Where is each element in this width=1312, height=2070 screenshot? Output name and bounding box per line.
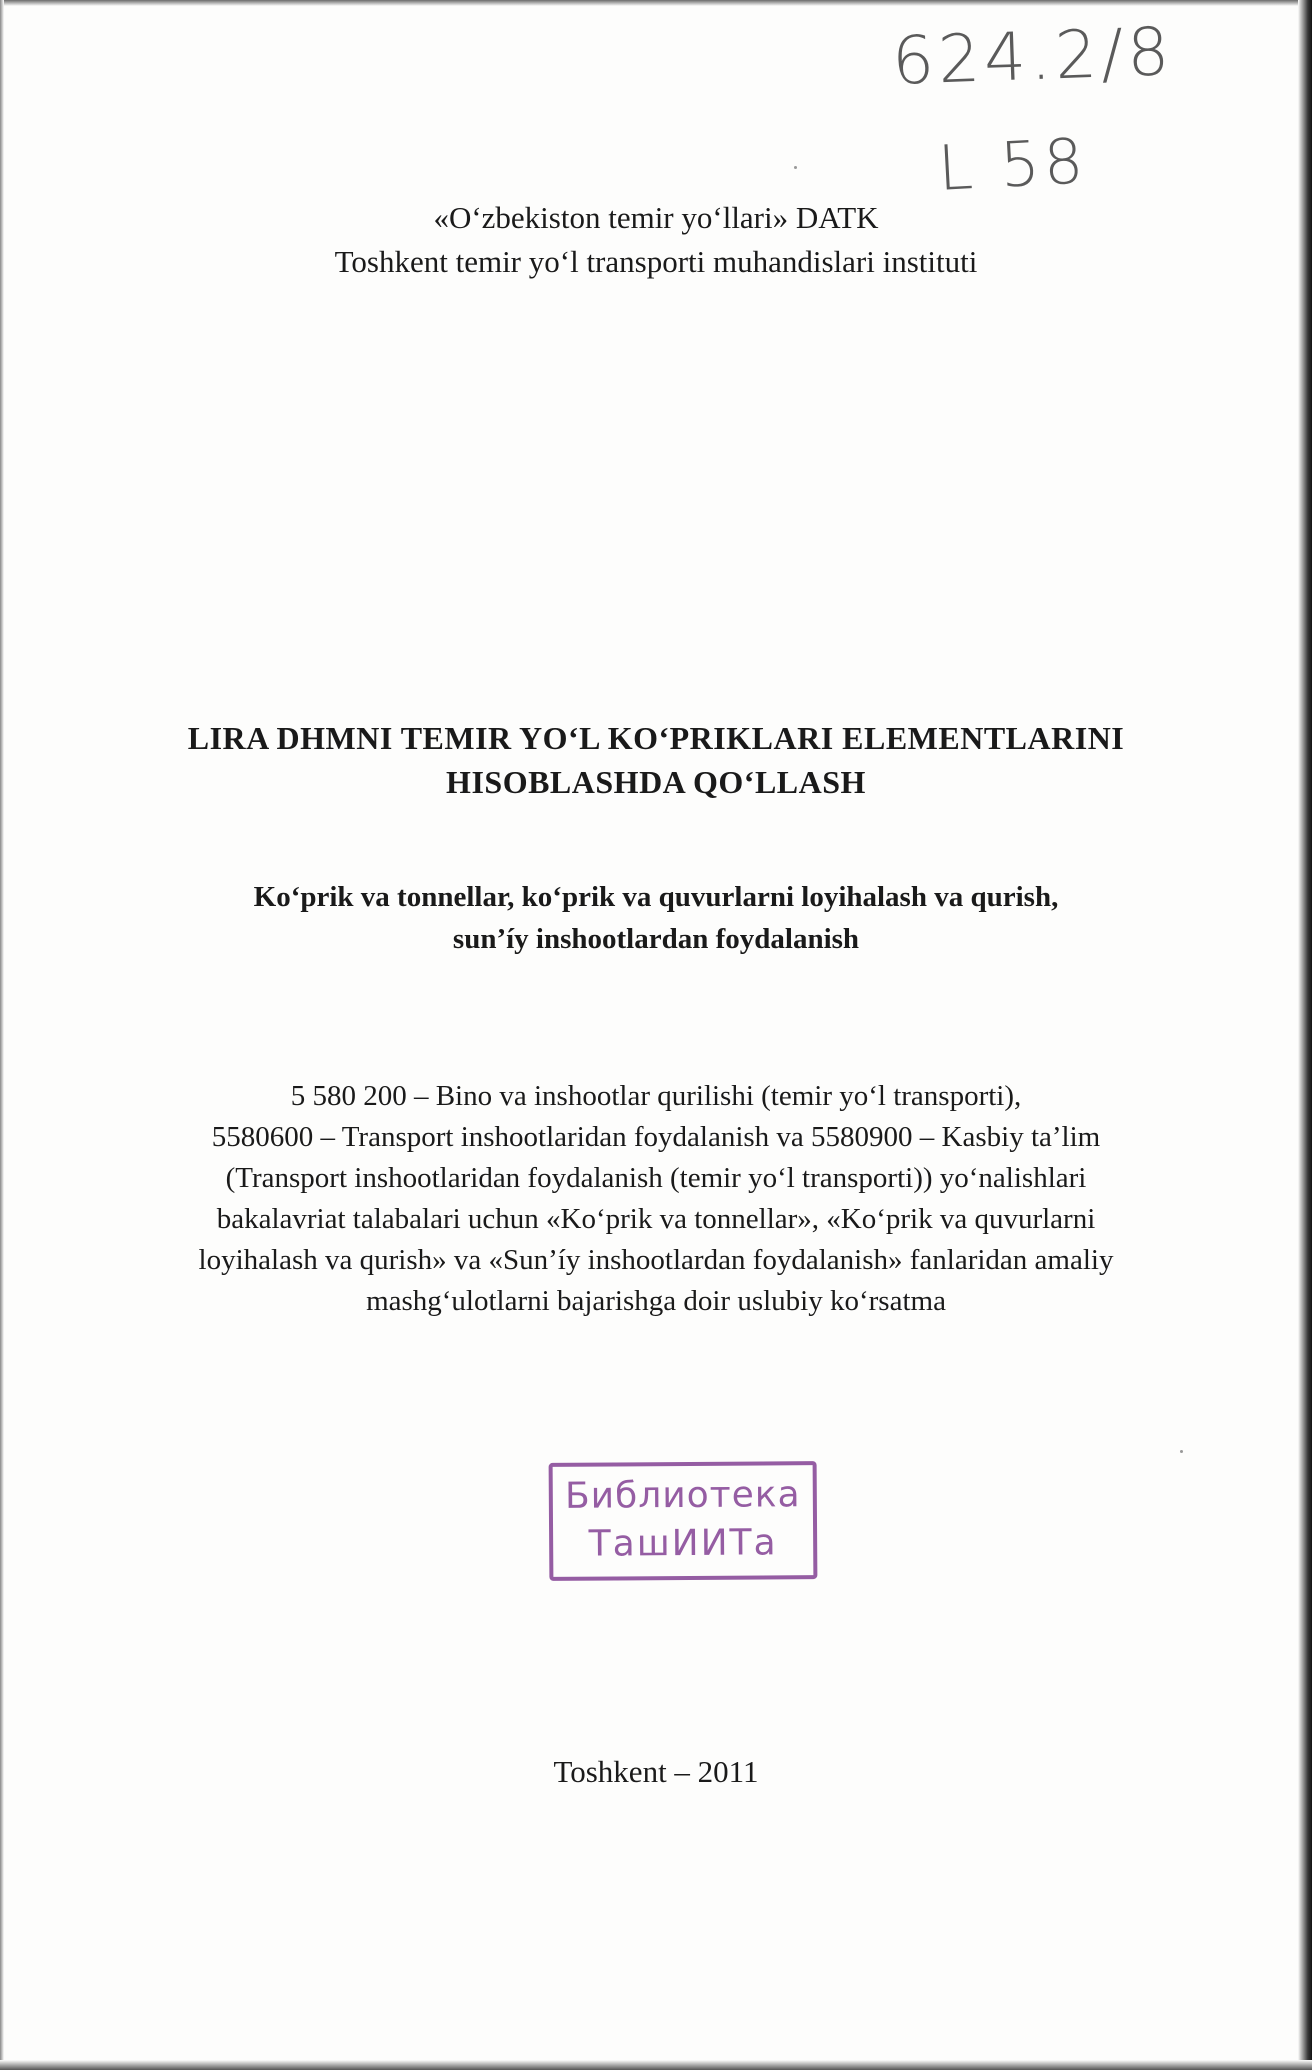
description-line-6: mashg‘ulotlarni bajarishga doir uslubiy ko‘rsatma: [366, 1285, 946, 1317]
scan-edge-top: [0, 0, 1312, 6]
subtitle-line-1: Ko‘prik va tonnellar, ko‘prik va quvurlarni loyihalash va qurish,: [253, 881, 1059, 913]
description-line-3: (Transport inshootlaridan foydalanish (temir yo‘l transporti)) yo‘nalishlari: [225, 1162, 1087, 1194]
handwritten-author-code: L 58: [936, 124, 1089, 205]
document-title: [0, 716, 1312, 804]
description-line-5: loyihalash va qurish» va «Sun’íy inshootlardan foydalanish» fanlaridan amaliy: [198, 1244, 1114, 1276]
stamp-line-1: Библиотека: [564, 1474, 801, 1517]
scan-speck: [1180, 1450, 1183, 1453]
document-description: [110, 1076, 1202, 1322]
stamp-line-2: ТашИИТа: [588, 1522, 778, 1565]
scan-speck: [794, 166, 797, 169]
header-block: [0, 196, 1312, 284]
handwritten-classification-code: 624.2/8: [890, 13, 1175, 100]
city-year: Toshkent – 2011: [553, 1754, 759, 1789]
organization-name: «O‘zbekiston temir yo‘llari» DATK: [433, 200, 879, 235]
institute-name: Toshkent temir yo‘l transporti muhandislari instituti: [334, 244, 978, 279]
library-stamp: [549, 1461, 818, 1581]
description-line-4: bakalavriat talabalari uchun «Ko‘prik va tonnellar», «Ko‘prik va quvurlarni: [216, 1203, 1096, 1235]
title-line-1: LIRA DHMNI TEMIR YO‘L KO‘PRIKLARI ELEMENTLARINI: [187, 720, 1125, 756]
title-line-2: HISOBLASHDA QO‘LLASH: [446, 764, 866, 800]
scan-edge-bottom: [0, 2060, 1312, 2070]
description-line-1: 5 580 200 – Bino va inshootlar qurilishi (temir yo‘l transporti),: [290, 1080, 1022, 1112]
description-line-2: 5580600 – Transport inshootlaridan foydalanish va 5580900 – Kasbiy ta’lim: [211, 1121, 1101, 1153]
document-subtitle: [0, 876, 1312, 960]
subtitle-line-2: sun’íy inshootlardan foydalanish: [452, 923, 860, 955]
